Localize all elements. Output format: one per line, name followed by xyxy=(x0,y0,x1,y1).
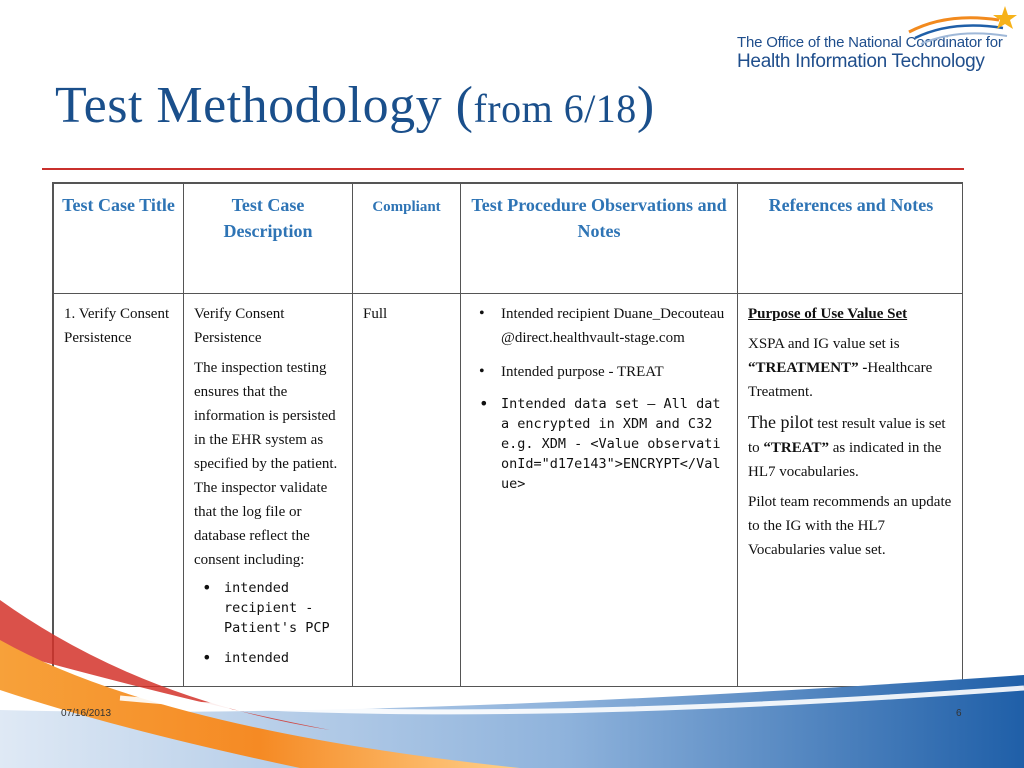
footer-swoosh xyxy=(0,580,1024,768)
compliant-value: Full xyxy=(363,306,388,322)
star-swoosh-icon xyxy=(907,6,1019,51)
references-para-2 xyxy=(748,410,954,484)
logo-text-line1: The Office of the National Coordinator for xyxy=(737,34,1003,51)
title-divider xyxy=(42,168,964,170)
ref-p1-tail: Healthcare Treatment. xyxy=(748,360,933,400)
title-subtitle: from 6/18 xyxy=(473,86,637,131)
observation-data-set: • Intended data set – All data encrypted in XDM and C32 e.g. XDM - <Value observationId="d17e143">ENCRYPT</Value> xyxy=(471,394,727,494)
list-item: • intended xyxy=(194,648,342,668)
logo-text-line2: Health Information Technology xyxy=(737,51,985,72)
description-heading: Verify Consent Persistence xyxy=(194,306,285,346)
ref-p2-lead: The pilot xyxy=(748,412,814,432)
header-test-case-description: Test Case Description xyxy=(184,184,353,294)
list-item: • intended recipient - Patient's PCP xyxy=(194,578,342,638)
footer-date: 07/16/2013 xyxy=(61,708,112,719)
references-para-1 xyxy=(748,332,954,404)
ref-p1-bold: “TREATMENT” - xyxy=(748,360,868,376)
header-observations: Test Procedure Observations and Notes xyxy=(461,184,738,294)
onc-logo xyxy=(735,6,1020,76)
header-compliant: Compliant xyxy=(353,184,461,294)
header-references: References and Notes xyxy=(738,184,964,294)
slide-title xyxy=(55,76,655,135)
ref-p2-bold: “TREAT” xyxy=(763,440,829,456)
ref-p2-text: test result value is set to xyxy=(748,416,946,456)
ref-p2-tail: as indicated in the HL7 vocabularies. xyxy=(748,440,942,480)
header-test-case-title: Test Case Title xyxy=(54,184,184,294)
observation-recipient: • Intended recipient Duane_Decouteau@direct.healthvault-stage.com xyxy=(471,302,727,350)
test-case-title-text: 1. Verify Consent Persistence xyxy=(64,306,170,346)
page-number: 6 xyxy=(956,708,962,719)
observations-bullet-list xyxy=(471,302,727,494)
title-close: ) xyxy=(636,77,655,134)
observation-purpose: • Intended purpose - TREAT xyxy=(471,360,727,384)
ref-p1-text: XSPA and IG value set is xyxy=(748,336,900,352)
references-heading: Purpose of Use Value Set xyxy=(748,306,908,322)
description-body: The inspection testing ensures that the information is persisted in the EHR system as specified by the patient. The inspector validate that the log file or database reflect the consent including: xyxy=(194,360,338,568)
table-header-row xyxy=(54,184,964,294)
title-main: Test Methodology ( xyxy=(55,77,474,134)
references-para-3: Pilot team recommends an update to the IG with the HL7 Vocabularies value set. xyxy=(748,494,952,558)
